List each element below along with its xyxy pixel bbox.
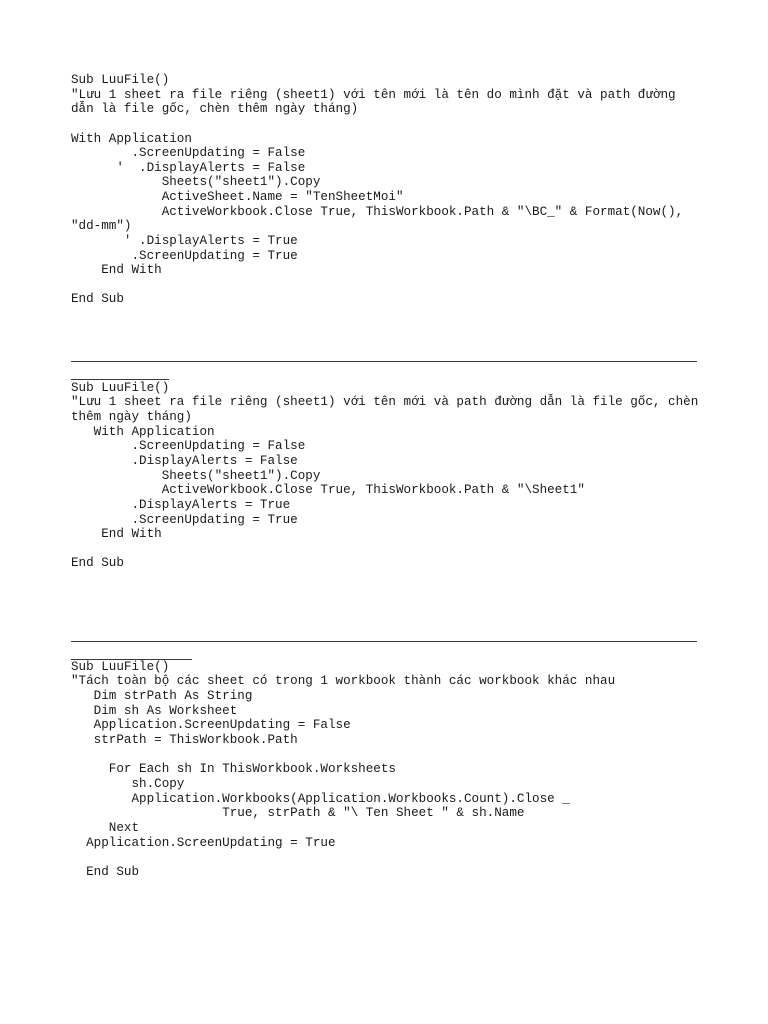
code-line: ActiveWorkbook.Close True, ThisWorkbook.Path & "\BC_" & Format(Now(), [71, 205, 684, 219]
code-line: ActiveWorkbook.Close True, ThisWorkbook.Path & "\Sheet1" [71, 483, 585, 497]
code-line: .ScreenUpdating = True [71, 249, 298, 263]
code-line: .ScreenUpdating = False [71, 146, 306, 160]
code-line: "dd-mm") [71, 219, 132, 233]
code-line: ' .DisplayAlerts = False [71, 161, 306, 175]
code-line: Application.ScreenUpdating = False [71, 718, 351, 732]
code-line: Dim sh As Worksheet [71, 704, 238, 718]
code-line: Application.Workbooks(Application.Workbooks.Count).Close _ [71, 792, 570, 806]
code-line: Sub LuuFile() [71, 660, 170, 674]
code-line: thêm ngày tháng) [71, 410, 192, 424]
code-line: .ScreenUpdating = False [71, 439, 306, 453]
code-line: End Sub [71, 292, 124, 306]
code-line: End With [71, 527, 162, 541]
code-line: Sub LuuFile() [71, 381, 170, 395]
code-line: "Lưu 1 sheet ra file riêng (sheet1) với tên mới và path đường dẫn là file gốc, chèn [71, 395, 699, 409]
code-line: With Application [71, 132, 192, 146]
code-line: ' .DisplayAlerts = True [71, 234, 298, 248]
code-line: ActiveSheet.Name = "TenSheetMoi" [71, 190, 404, 204]
code-line: End With [71, 263, 162, 277]
separator-rule-tail [71, 379, 169, 380]
code-line: Sheets("sheet1").Copy [71, 469, 321, 483]
code-line: .DisplayAlerts = False [71, 454, 298, 468]
code-line: .ScreenUpdating = True [71, 513, 298, 527]
code-line: For Each sh In ThisWorkbook.Worksheets [71, 762, 396, 776]
code-line: With Application [71, 425, 215, 439]
code-line: Dim strPath As String [71, 689, 253, 703]
code-line: Sheets("sheet1").Copy [71, 175, 321, 189]
code-line: sh.Copy [71, 777, 185, 791]
code-line: Next [71, 821, 140, 835]
code-line: .DisplayAlerts = True [71, 498, 291, 512]
separator-rule [71, 361, 697, 362]
code-line: dẫn là file gốc, chèn thêm ngày tháng) [71, 102, 359, 116]
code-line: Sub LuuFile() [71, 73, 170, 87]
code-line: "Tách toàn bộ các sheet có trong 1 workbook thành các workbook khác nhau [71, 674, 616, 688]
separator-rule [71, 641, 697, 642]
code-line: strPath = ThisWorkbook.Path [71, 733, 298, 747]
code-line: Application.ScreenUpdating = True [71, 836, 336, 850]
code-line: End Sub [71, 865, 140, 879]
code-line: "Lưu 1 sheet ra file riêng (sheet1) với tên mới là tên do mình đặt và path đường [71, 88, 676, 102]
code-line: End Sub [71, 556, 124, 570]
code-line: True, strPath & "\ Ten Sheet " & sh.Name [71, 806, 525, 820]
